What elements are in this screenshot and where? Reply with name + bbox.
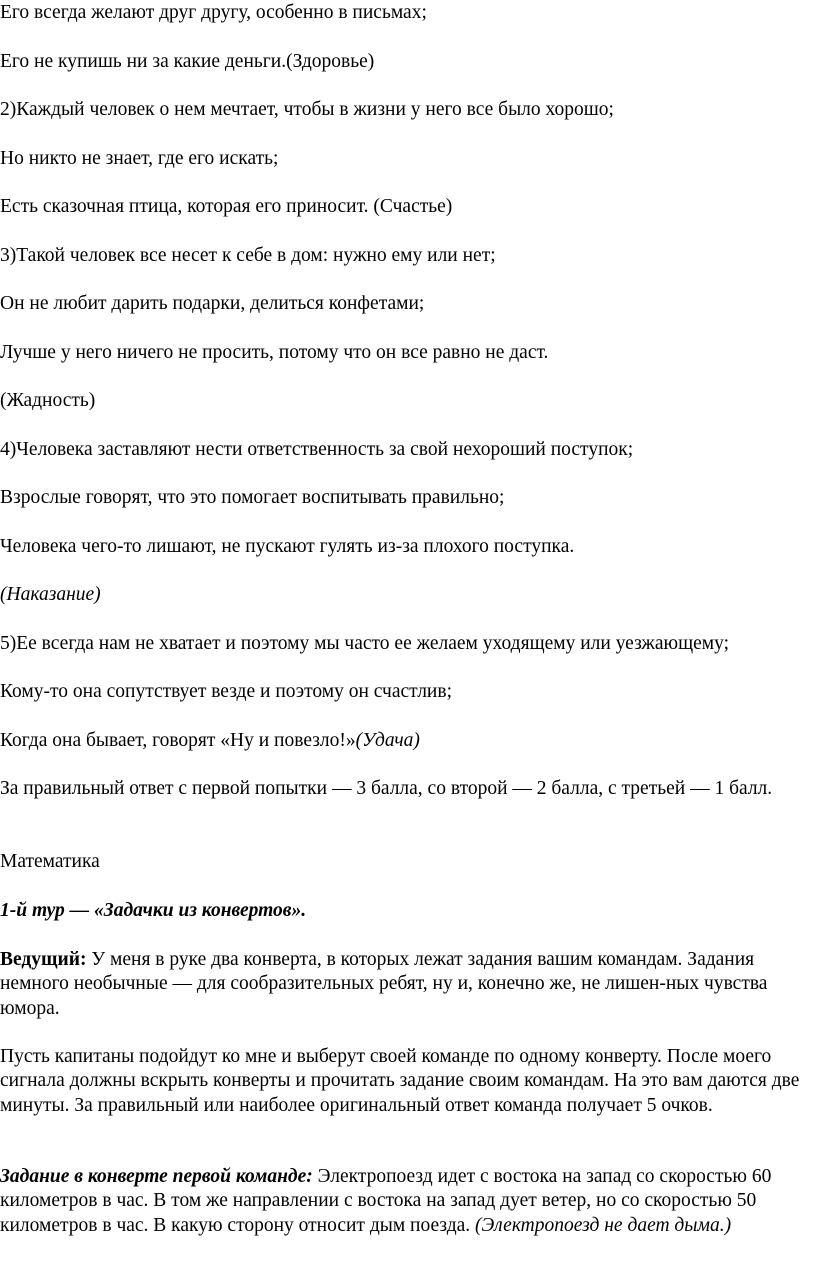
riddle3-answer: (Жадность) [0, 390, 96, 411]
riddle3-line2: Он не любит дарить подарки, делиться конфетами; [0, 293, 425, 314]
riddle1-line2: Его не купишь ни за какие деньги.(Здоровье) [0, 51, 375, 72]
riddle2-line2: Но никто не знает, где его искать; [0, 148, 279, 169]
riddle2-line1: 2)Каждый человек о нем мечтает, чтобы в жизни у него все было хорошо; [0, 99, 614, 120]
host-label: Ведущий: [0, 949, 87, 970]
instructions-paragraph: Пусть капитаны подойдут ко мне и выберут своей команде по одному конверту. После моего сигнала должны вскрыть конверты и прочитать задание своим командам. На это вам даются две минуты. За правильный или наиболее оригинальный ответ команда получает 5 очков. [0, 1046, 800, 1116]
task1-paragraph [0, 1165, 812, 1238]
riddle5-line1: 5)Ее всегда нам не хватает и поэтому мы часто ее желаем уходящему или уезжающему; [0, 633, 730, 654]
task1-label: Задание в конверте первой команде: [0, 1166, 313, 1187]
task1-text: Электропоезд идет с востока на запад со скоростью 60 километров в час. В том же направлении с востока на запад дует ветер, но со скоростью 50 километров в час. В какую сторону относит дым поезда. [0, 1166, 772, 1236]
scoring-text: За правильный ответ с первой попытки — 3 балла, со второй — 2 балла, с третьей — 1 балл. [0, 778, 773, 799]
round-title: 1-й тур — «Задачки из конвертов». [0, 900, 307, 921]
riddle4-line2: Взрослые говорят, что это помогает воспитывать правильно; [0, 487, 505, 508]
riddle3-line3: Лучше у него ничего не просить, потому что он все равно не даст. [0, 342, 549, 363]
riddle5-line3-text: Когда она бывает, говорят «Ну и повезло!» [0, 730, 356, 751]
riddle3-line1: 3)Такой человек все несет к себе в дом: нужно ему или нет; [0, 245, 496, 266]
riddle1-line1: Его всегда желают друг другу, особенно в письмах; [0, 2, 427, 23]
riddle4-answer: (Наказание) [0, 584, 101, 605]
riddle5-answer: (Удача) [355, 730, 420, 751]
riddle5-line3 [0, 729, 420, 753]
riddle2-line3: Есть сказочная птица, которая его приносит. (Счастье) [0, 196, 453, 217]
section-title: Математика [0, 851, 100, 872]
riddle4-line3: Человека чего-то лишают, не пускают гулять из-за плохого поступка. [0, 536, 575, 557]
task1-answer: (Электропоезд не дает дыма.) [475, 1214, 732, 1236]
riddle4-line1: 4)Человека заставляют нести ответственность за свой нехороший поступок; [0, 439, 634, 460]
riddle5-line2: Кому-то она сопутствует везде и поэтому он счастлив; [0, 681, 452, 702]
host-paragraph [0, 948, 812, 1021]
host-text: У меня в руке два конверта, в которых лежат задания вашим командам. Задания немного необычные — для сообразительных ребят, ну и, конечно же, не лишен-ных чувства юмора. [0, 949, 768, 1019]
